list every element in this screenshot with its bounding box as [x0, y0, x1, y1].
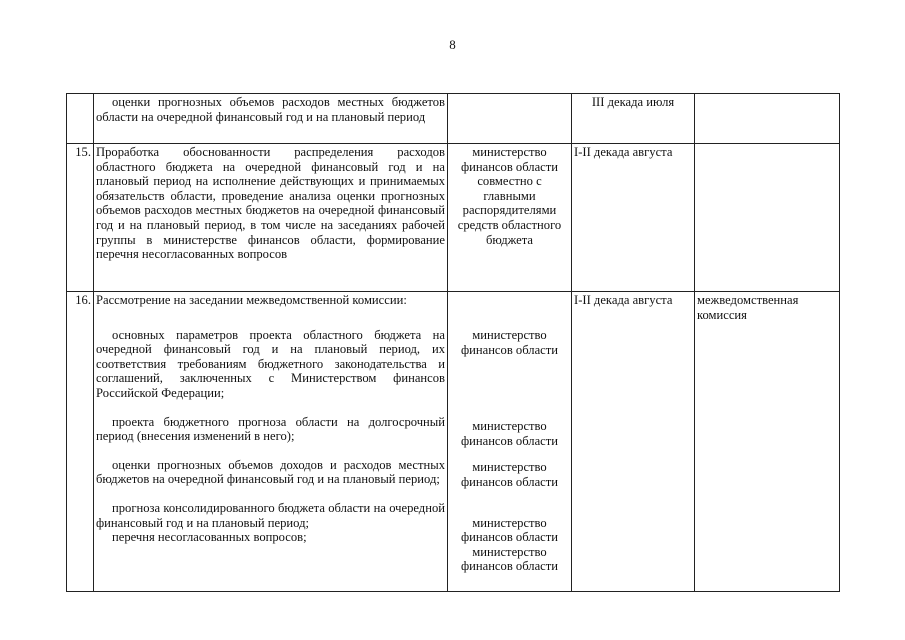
responsible-text: министерство финансов области	[460, 419, 559, 448]
task-subitem: прогноза консолидированного бюджета области на очередной финансовый год и на плановый период;	[96, 500, 445, 530]
note-text	[695, 94, 840, 144]
task-text: Проработка обоснованности распределения расходов областного бюджета на очередной финансовый год и на плановый период на исполнение действующих и принимаемых обязательств области, проведение анализа оценки прогнозных объемов расходов местных бюджетов на очередной финансовый год и на плановый период, в том числе на заседаниях рабочей группы в министерстве финансов области, формирование перечня несогласованных вопросов	[94, 144, 448, 292]
responsible-text: министерство финансов области	[460, 544, 559, 574]
task-subitem: проекта бюджетного прогноза области на долгосрочный период (внесения изменений в него);	[96, 414, 445, 444]
note-text	[695, 144, 840, 292]
responsible-text	[448, 94, 572, 144]
responsible-text: министерство финансов области	[460, 328, 559, 357]
responsible-cell	[448, 292, 572, 592]
row-number	[67, 94, 94, 144]
task-subitem: основных параметров проекта областного бюджета на очередной финансовый год и на плановый период, их соответствия требованиям бюджетного законодательства и соглашений, заключенных с Министерством финансов Российской Федерации;	[96, 327, 445, 400]
responsible-text: министерство финансов области совместно с главными распорядителями средств областного бюджета	[448, 144, 572, 292]
table-row	[67, 94, 840, 144]
note-text: межведомственная комиссия	[695, 292, 840, 592]
plan-table	[66, 93, 840, 592]
task-cell	[94, 292, 448, 592]
page-number: 8	[449, 37, 456, 52]
term-text: I-II декада августа	[572, 144, 695, 292]
row-number: 16.	[67, 292, 94, 592]
responsible-text: министерство финансов области	[460, 460, 559, 489]
row-number: 15.	[67, 144, 94, 292]
task-subitem: оценки прогнозных объемов доходов и расходов местных бюджетов на очередной финансовый год и на плановый период;	[96, 457, 445, 487]
task-intro: Рассмотрение на заседании межведомственной комиссии:	[96, 293, 407, 307]
task-text: оценки прогнозных объемов расходов местных бюджетов области на очередной финансовый год и на плановый период	[94, 94, 448, 144]
term-text: I-II декада августа	[572, 292, 695, 592]
table-row	[67, 292, 840, 592]
term-text: III декада июля	[572, 94, 695, 144]
table-row	[67, 144, 840, 292]
responsible-text: министерство финансов области	[460, 515, 559, 545]
task-subitem: перечня несогласованных вопросов;	[112, 530, 307, 545]
